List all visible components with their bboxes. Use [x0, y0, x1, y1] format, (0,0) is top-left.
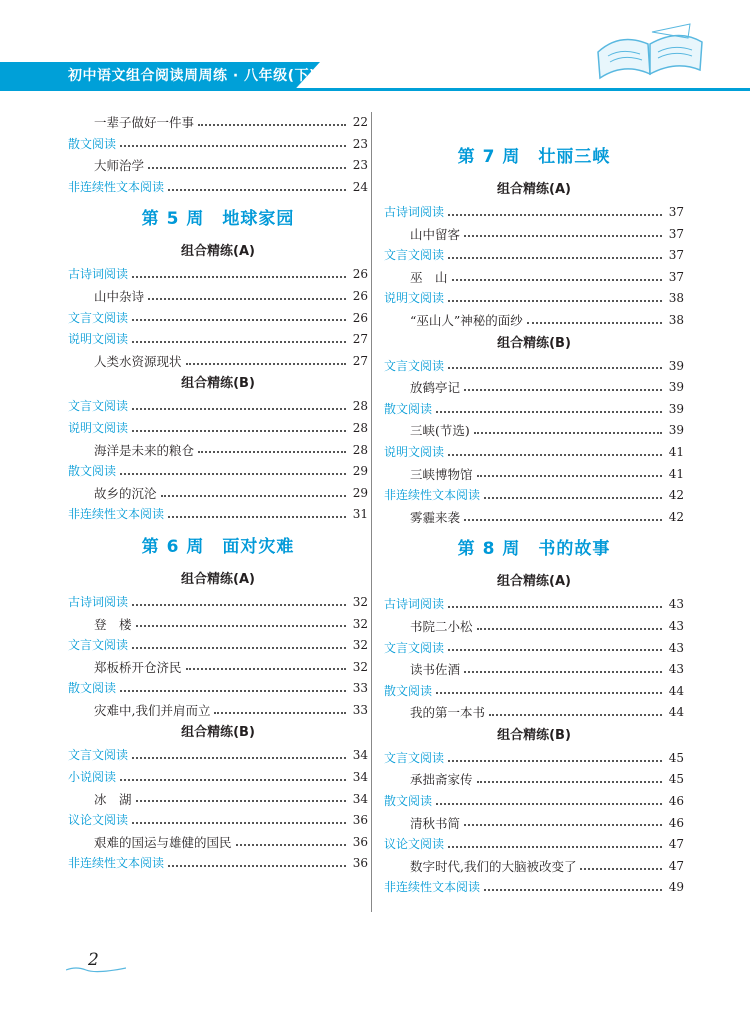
toc-category-row[interactable] — [68, 810, 368, 832]
dot-leader — [236, 844, 346, 846]
toc-list — [68, 745, 368, 875]
toc-article-row[interactable] — [384, 310, 684, 332]
toc-category-row[interactable] — [384, 202, 684, 224]
article-title: 数字时代,我们的大脑被改变了 — [410, 858, 577, 874]
toc-article-row[interactable] — [384, 224, 684, 246]
dot-leader — [464, 671, 662, 673]
page-number: 2 — [88, 950, 99, 970]
week-5-section-b: 组合精练(B) — [181, 376, 255, 392]
category-label: 古诗词阅读 — [68, 594, 129, 609]
page-ref: 43 — [668, 640, 684, 655]
toc-article-row[interactable] — [68, 155, 368, 177]
category-label: 文言文阅读 — [384, 248, 445, 263]
category-label: 古诗词阅读 — [384, 205, 445, 219]
category-label: 古诗词阅读 — [384, 597, 445, 612]
dot-leader — [448, 846, 662, 848]
dot-leader — [198, 124, 346, 126]
toc-list — [68, 592, 368, 722]
page-ref: 31 — [352, 507, 368, 522]
article-title: 读书佐酒 — [410, 662, 461, 678]
page-ref: 28 — [352, 399, 368, 414]
page-ref: 43 — [668, 618, 684, 633]
category-label: 散文阅读 — [384, 401, 433, 416]
header-rule — [0, 88, 750, 91]
dot-leader — [448, 367, 662, 369]
article-title: “巫山人”神秘的面纱 — [410, 312, 523, 328]
article-title: 巫 山 — [410, 269, 448, 285]
week-5-heading: 第 5 周 地球家园 — [141, 209, 295, 230]
toc-category-row[interactable] — [68, 329, 368, 351]
article-title: 放鹤亭记 — [410, 380, 461, 396]
article-title: 故乡的沉沦 — [94, 485, 157, 501]
dot-leader — [452, 279, 662, 281]
header-title: 初中语文组合阅读周周练 · 八年级(下) — [68, 68, 316, 84]
page-ref: 34 — [352, 791, 368, 806]
toc-category-row[interactable] — [68, 504, 368, 526]
week-7-section-b: 组合精练(B) — [497, 335, 571, 351]
page-ref: 46 — [668, 815, 684, 830]
toc-article-row[interactable] — [68, 286, 368, 308]
toc-category-row[interactable] — [384, 877, 684, 899]
page-ref: 41 — [668, 444, 684, 459]
page-ref: 33 — [352, 681, 368, 696]
toc-article-row[interactable] — [384, 420, 684, 442]
article-title: 我的第一本书 — [410, 705, 486, 721]
dot-leader — [448, 214, 662, 216]
page-ref: 22 — [352, 115, 368, 129]
article-title: 雾霾来袭 — [410, 509, 461, 525]
page-footer — [66, 950, 126, 980]
category-label: 文言文阅读 — [68, 310, 129, 325]
dot-leader — [448, 760, 662, 762]
toc-article-row[interactable] — [384, 267, 684, 289]
page-ref: 32 — [352, 616, 368, 631]
week-7-heading: 第 7 周 壮丽三峡 — [457, 147, 611, 167]
toc-list — [384, 748, 684, 899]
page-ref: 47 — [668, 837, 684, 852]
toc-category-row[interactable] — [384, 834, 684, 856]
toc-list — [384, 356, 684, 529]
page-ref: 24 — [352, 179, 368, 194]
dot-leader — [448, 454, 662, 456]
toc-category-row[interactable] — [384, 399, 684, 421]
page-ref: 34 — [352, 770, 368, 785]
page-ref: 29 — [352, 464, 368, 479]
page-ref: 23 — [352, 158, 368, 173]
page-ref: 32 — [352, 594, 368, 609]
toc-category-row[interactable] — [68, 461, 368, 483]
page-ref: 42 — [668, 488, 684, 503]
toc-article-row[interactable] — [68, 789, 368, 811]
dot-leader — [120, 145, 346, 147]
article-title: 三峡博物馆 — [410, 466, 473, 482]
toc-category-row[interactable] — [384, 356, 684, 378]
article-title: 登 楼 — [94, 616, 132, 632]
page-ref: 36 — [352, 813, 368, 828]
category-label: 议论文阅读 — [384, 837, 445, 852]
page-ref: 39 — [668, 380, 684, 395]
toc-article-row[interactable] — [68, 112, 368, 134]
toc-article-row[interactable] — [384, 769, 684, 791]
category-label: 散文阅读 — [68, 136, 117, 151]
dot-leader — [464, 824, 662, 826]
category-label: 说明文阅读 — [384, 444, 445, 459]
page-ref: 29 — [352, 485, 368, 500]
category-label: 非连续性文本阅读 — [68, 179, 165, 194]
page-ref: 33 — [352, 702, 368, 717]
page-ref: 23 — [352, 136, 368, 151]
dot-leader — [120, 779, 346, 781]
article-title: 艰难的国运与雄健的国民 — [94, 834, 232, 850]
dot-leader — [186, 363, 346, 365]
week-8-heading: 第 8 周 书的故事 — [457, 539, 611, 560]
category-label: 散文阅读 — [68, 464, 117, 479]
page-ref: 44 — [668, 705, 684, 720]
toc-list — [68, 112, 368, 198]
page-ref: 34 — [352, 748, 368, 763]
page-ref: 39 — [668, 358, 684, 373]
category-label: 散文阅读 — [384, 794, 433, 809]
toc-category-row[interactable] — [384, 485, 684, 507]
page-ref: 47 — [668, 858, 684, 873]
toc-left-column — [68, 112, 368, 875]
article-title: 灾难中,我们并肩而立 — [94, 702, 211, 718]
dot-leader — [132, 341, 346, 343]
toc-list — [68, 396, 368, 526]
page-ref: 28 — [352, 442, 368, 457]
article-title: 山中杂诗 — [94, 288, 145, 304]
article-title: 大师治学 — [94, 158, 145, 174]
toc-category-row[interactable] — [68, 592, 368, 614]
dot-leader — [132, 276, 346, 278]
week-8-section-a: 组合精练(A) — [497, 574, 571, 590]
week-6-section-a: 组合精练(A) — [181, 571, 255, 587]
dot-leader — [168, 189, 346, 191]
page-ref: 39 — [668, 423, 684, 438]
page-ref: 32 — [352, 638, 368, 653]
toc-article-row[interactable] — [68, 351, 368, 373]
open-book-icon — [590, 22, 710, 82]
dot-leader — [464, 389, 662, 391]
dot-leader — [484, 889, 662, 891]
page-ref: 42 — [668, 509, 684, 524]
toc-category-row[interactable] — [68, 418, 368, 440]
article-title: 一辈子做好一件事 — [94, 115, 195, 130]
toc-category-row[interactable] — [68, 134, 368, 156]
category-label: 散文阅读 — [384, 683, 433, 698]
category-label: 文言文阅读 — [384, 640, 445, 655]
page-ref: 26 — [352, 267, 368, 282]
page-ref: 27 — [352, 332, 368, 347]
toc-article-row[interactable] — [68, 483, 368, 505]
toc-article-row[interactable] — [384, 507, 684, 529]
category-label: 文言文阅读 — [68, 748, 129, 763]
dot-leader — [132, 430, 346, 432]
article-title: 郑板桥开仓济民 — [94, 659, 182, 675]
toc-category-row[interactable] — [384, 288, 684, 310]
category-label: 非连续性文本阅读 — [384, 880, 481, 895]
category-label: 文言文阅读 — [68, 399, 129, 414]
page-ref: 27 — [352, 353, 368, 368]
page-ref: 37 — [668, 226, 684, 241]
dot-leader — [148, 167, 346, 169]
dot-leader — [161, 495, 346, 497]
dot-leader — [477, 781, 662, 783]
toc-category-row[interactable] — [68, 678, 368, 700]
week-8-section-b: 组合精练(B) — [497, 727, 571, 743]
page-ref: 36 — [352, 856, 368, 871]
page-ref: 46 — [668, 794, 684, 809]
dot-leader — [489, 714, 662, 716]
dot-leader — [580, 868, 662, 870]
toc-list — [384, 202, 684, 332]
toc-article-row[interactable] — [384, 702, 684, 724]
category-label: 非连续性文本阅读 — [68, 856, 165, 871]
toc-article-row[interactable] — [384, 464, 684, 486]
page-ref: 45 — [668, 750, 684, 765]
toc-article-row[interactable] — [68, 700, 368, 722]
page-ref: 49 — [668, 880, 684, 895]
page-ref: 32 — [352, 659, 368, 674]
dot-leader — [477, 628, 662, 630]
category-label: 古诗词阅读 — [68, 267, 129, 282]
category-label: 小说阅读 — [68, 770, 117, 785]
category-label: 散文阅读 — [68, 681, 117, 696]
toc-article-row[interactable] — [384, 659, 684, 681]
category-label: 文言文阅读 — [384, 358, 445, 373]
dot-leader — [120, 690, 346, 692]
toc-article-row[interactable] — [68, 657, 368, 679]
dot-leader — [120, 473, 346, 475]
dot-leader — [436, 803, 662, 805]
page-ref: 44 — [668, 683, 684, 698]
toc-category-row[interactable] — [68, 635, 368, 657]
dot-leader — [136, 625, 346, 627]
toc-right-column — [384, 112, 684, 899]
article-title: 冰 湖 — [94, 791, 132, 807]
page-ref: 36 — [352, 834, 368, 849]
toc-list — [384, 594, 684, 724]
dot-leader — [168, 865, 346, 867]
page-ref: 26 — [352, 288, 368, 303]
dot-leader — [436, 692, 662, 694]
toc-article-row[interactable] — [384, 813, 684, 835]
dot-leader — [448, 300, 662, 302]
dot-leader — [132, 319, 346, 321]
week-7-section-a: 组合精练(A) — [497, 182, 571, 197]
dot-leader — [132, 647, 346, 649]
footer-swoosh-decoration — [66, 964, 126, 974]
page-ref: 41 — [668, 466, 684, 481]
dot-leader — [484, 497, 662, 499]
dot-leader — [527, 322, 662, 324]
week-6-heading: 第 6 周 面对灾难 — [141, 536, 295, 557]
page-ref: 43 — [668, 597, 684, 612]
toc-category-row[interactable] — [384, 791, 684, 813]
toc-category-row[interactable] — [68, 308, 368, 330]
page-ref: 45 — [668, 772, 684, 787]
dot-leader — [186, 668, 346, 670]
toc-category-row[interactable] — [68, 853, 368, 875]
toc-category-row[interactable] — [384, 442, 684, 464]
toc-article-row[interactable] — [384, 616, 684, 638]
dot-leader — [448, 606, 662, 608]
toc-category-row[interactable] — [68, 396, 368, 418]
toc-category-row[interactable] — [384, 594, 684, 616]
article-title: 海洋是未来的粮仓 — [94, 442, 195, 458]
article-title: 山中留客 — [410, 226, 461, 242]
dot-leader — [477, 475, 662, 477]
toc-article-row[interactable] — [68, 440, 368, 462]
category-label: 说明文阅读 — [68, 332, 129, 347]
page-ref: 38 — [668, 312, 684, 327]
category-label: 非连续性文本阅读 — [384, 488, 481, 503]
article-title: 清秋书简 — [410, 815, 461, 831]
toc-article-row[interactable] — [384, 856, 684, 878]
category-label: 说明文阅读 — [384, 291, 445, 306]
article-title: 承拙斋家传 — [410, 772, 473, 788]
page-ref: 39 — [668, 401, 684, 416]
toc-category-row[interactable] — [384, 681, 684, 703]
category-label: 说明文阅读 — [68, 420, 129, 435]
toc-category-row[interactable] — [68, 767, 368, 789]
page-ref: 37 — [668, 269, 684, 284]
article-title: 三峡(节选) — [410, 423, 470, 439]
toc-category-row[interactable] — [384, 748, 684, 770]
column-divider — [371, 112, 372, 912]
category-label: 文言文阅读 — [68, 638, 129, 653]
toc-category-row[interactable] — [384, 638, 684, 660]
dot-leader — [148, 298, 346, 300]
page-ref: 37 — [668, 248, 684, 263]
dot-leader — [464, 519, 662, 521]
page-ref: 43 — [668, 662, 684, 677]
dot-leader — [132, 822, 346, 824]
toc-article-row[interactable] — [384, 377, 684, 399]
dot-leader — [198, 451, 346, 453]
dot-leader — [464, 235, 662, 237]
toc-category-row[interactable] — [68, 177, 368, 199]
article-title: 人类水资源现状 — [94, 353, 182, 369]
toc-article-row[interactable] — [68, 614, 368, 636]
toc-category-row[interactable] — [68, 745, 368, 767]
dot-leader — [136, 800, 346, 802]
dot-leader — [214, 712, 346, 714]
article-title: 书院二小松 — [410, 618, 473, 634]
category-label: 议论文阅读 — [68, 813, 129, 828]
toc-list — [68, 264, 368, 372]
dot-leader — [436, 411, 662, 413]
page-ref: 37 — [668, 205, 684, 219]
dot-leader — [132, 757, 346, 759]
category-label: 文言文阅读 — [384, 750, 445, 765]
toc-article-row[interactable] — [68, 832, 368, 854]
dot-leader — [474, 432, 662, 434]
dot-leader — [448, 257, 662, 259]
page-ref: 26 — [352, 310, 368, 325]
toc-category-row[interactable] — [68, 264, 368, 286]
dot-leader — [448, 649, 662, 651]
page-ref: 28 — [352, 420, 368, 435]
toc-category-row[interactable] — [384, 245, 684, 267]
week-5-section-a: 组合精练(A) — [181, 244, 255, 260]
dot-leader — [132, 604, 346, 606]
category-label: 非连续性文本阅读 — [68, 507, 165, 522]
dot-leader — [132, 408, 346, 410]
dot-leader — [168, 516, 346, 518]
week-6-section-b: 组合精练(B) — [181, 725, 255, 741]
page-ref: 38 — [668, 291, 684, 306]
